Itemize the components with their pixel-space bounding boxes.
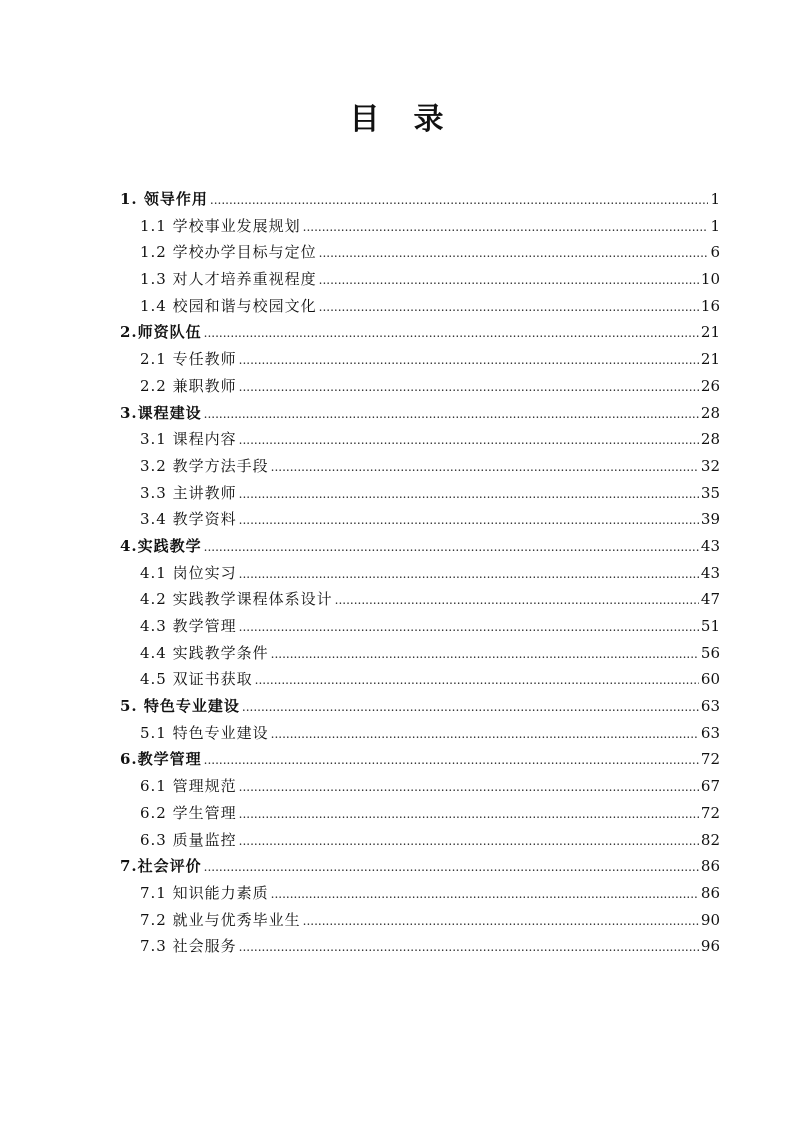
- toc-entry-label: 3.3 主讲教师: [140, 483, 237, 502]
- toc-entry-label: 4.实践教学: [120, 536, 202, 555]
- toc-dot-leader: [335, 587, 699, 614]
- toc-page-number: 60: [700, 670, 720, 689]
- toc-page-number: 72: [700, 750, 720, 769]
- toc-page-number: 43: [700, 563, 720, 582]
- toc-page-number: 6: [710, 243, 720, 262]
- toc-page-number: 47: [700, 590, 720, 609]
- toc-dot-leader: [319, 294, 699, 321]
- toc-section-entry[interactable]: [120, 720, 720, 747]
- toc-dot-leader: [239, 481, 699, 508]
- toc-chapter-entry[interactable]: [120, 533, 720, 560]
- toc-page-number: 16: [700, 296, 720, 315]
- toc-entry-label: 4.5 双证书获取: [140, 670, 253, 689]
- toc-section-entry[interactable]: [120, 373, 720, 400]
- toc-entry-label: 5. 特色专业建设: [120, 697, 240, 716]
- toc-page-number: 56: [700, 643, 720, 662]
- toc-entry-label: 4.2 实践教学课程体系设计: [140, 590, 333, 609]
- toc-dot-leader: [255, 667, 699, 694]
- toc-section-entry[interactable]: [120, 213, 720, 240]
- toc-page-number: 63: [700, 697, 720, 716]
- toc-entry-label: 1. 领导作用: [120, 190, 208, 208]
- toc-section-entry[interactable]: [120, 480, 720, 507]
- toc-section-entry[interactable]: [120, 907, 720, 934]
- toc-page-number: 26: [700, 376, 720, 395]
- toc-section-entry[interactable]: [120, 560, 720, 587]
- toc-entry-label: 3.课程建设: [120, 403, 202, 422]
- toc-page-number: 90: [700, 910, 720, 929]
- toc-dot-leader: [239, 374, 699, 401]
- toc-page-number: 21: [700, 350, 720, 369]
- toc-section-entry[interactable]: [120, 266, 720, 293]
- toc-entry-label: 6.1 管理规范: [140, 777, 237, 796]
- toc-page-number: 39: [700, 510, 720, 529]
- toc-dot-leader: [239, 934, 699, 961]
- toc-section-entry[interactable]: [120, 666, 720, 693]
- toc-entry-label: 1.3 对人才培养重视程度: [140, 270, 317, 289]
- toc-entry-label: 4.4 实践教学条件: [140, 643, 269, 662]
- toc-page-number: 96: [700, 937, 720, 956]
- toc-page-number: 1: [710, 190, 720, 208]
- page-title: [0, 100, 793, 140]
- toc-dot-leader: [210, 187, 708, 214]
- toc-entry-label: 3.1 课程内容: [140, 430, 237, 449]
- toc-entry-label: 6.2 学生管理: [140, 803, 237, 822]
- toc-dot-leader: [239, 828, 699, 855]
- toc-page-number: 63: [700, 723, 720, 742]
- toc-section-entry[interactable]: [120, 239, 720, 266]
- toc-page-number: 67: [700, 777, 720, 796]
- toc-section-entry[interactable]: [120, 293, 720, 320]
- toc-section-entry[interactable]: [120, 640, 720, 667]
- toc-page-number: 35: [700, 483, 720, 502]
- toc-dot-leader: [239, 774, 699, 801]
- toc-section-entry[interactable]: [120, 827, 720, 854]
- toc-section-entry[interactable]: [120, 453, 720, 480]
- title-char-2: 录: [413, 102, 444, 137]
- toc-chapter-entry[interactable]: [120, 746, 720, 773]
- toc-section-entry[interactable]: [120, 426, 720, 453]
- toc-page-number: 43: [700, 536, 720, 555]
- toc-entry-label: 3.4 教学资料: [140, 510, 237, 529]
- toc-dot-leader: [239, 561, 699, 588]
- toc-chapter-entry[interactable]: [120, 186, 720, 213]
- toc-dot-leader: [319, 240, 708, 267]
- toc-section-entry[interactable]: [120, 800, 720, 827]
- toc-chapter-entry[interactable]: [120, 853, 720, 880]
- toc-chapter-entry[interactable]: [120, 319, 720, 346]
- toc-dot-leader: [239, 427, 699, 454]
- toc-dot-leader: [204, 401, 699, 428]
- toc-page-number: 10: [700, 270, 720, 289]
- toc-dot-leader: [239, 347, 699, 374]
- toc-entry-label: 2.2 兼职教师: [140, 376, 237, 395]
- toc-section-entry[interactable]: [120, 773, 720, 800]
- toc-page-number: 28: [700, 403, 720, 422]
- toc-dot-leader: [204, 534, 699, 561]
- toc-entry-label: 3.2 教学方法手段: [140, 456, 269, 475]
- toc-section-entry[interactable]: [120, 613, 720, 640]
- toc-dot-leader: [204, 747, 699, 774]
- toc-entry-label: 1.2 学校办学目标与定位: [140, 243, 317, 262]
- toc-dot-leader: [204, 320, 699, 347]
- toc-dot-leader: [303, 214, 708, 241]
- toc-entry-label: 7.3 社会服务: [140, 937, 237, 956]
- toc-dot-leader: [319, 267, 699, 294]
- toc-page-number: 86: [700, 857, 720, 876]
- toc-dot-leader: [242, 694, 699, 721]
- toc-entry-label: 4.1 岗位实习: [140, 563, 237, 582]
- toc-chapter-entry[interactable]: [120, 693, 720, 720]
- toc-page-number: 51: [700, 617, 720, 635]
- toc-dot-leader: [271, 721, 699, 748]
- toc-chapter-entry[interactable]: [120, 400, 720, 427]
- toc-dot-leader: [303, 908, 699, 935]
- toc-page-number: 28: [700, 430, 720, 449]
- toc-section-entry[interactable]: [120, 346, 720, 373]
- toc-entry-label: 2.1 专任教师: [140, 350, 237, 369]
- toc-entry-label: 7.1 知识能力素质: [140, 883, 269, 902]
- toc-page-number: 72: [700, 803, 720, 822]
- toc-entry-label: 7.社会评价: [120, 857, 202, 876]
- title-char-1: 目: [349, 102, 380, 137]
- toc-entry-label: 4.3 教学管理: [140, 617, 237, 635]
- toc-entry-label: 6.3 质量监控: [140, 830, 237, 849]
- toc-section-entry[interactable]: [120, 880, 720, 907]
- toc-dot-leader: [271, 881, 699, 908]
- toc-entry-label: 5.1 特色专业建设: [140, 723, 269, 742]
- toc-dot-leader: [239, 614, 699, 641]
- toc-section-entry[interactable]: [120, 933, 720, 960]
- toc-page-number: 82: [700, 830, 720, 849]
- toc-section-entry[interactable]: [120, 586, 720, 613]
- toc-dot-leader: [239, 801, 699, 828]
- toc-page-number: 32: [700, 456, 720, 475]
- toc-dot-leader: [271, 641, 699, 668]
- toc-entry-label: 7.2 就业与优秀毕业生: [140, 910, 301, 929]
- toc-entry-label: 2.师资队伍: [120, 323, 202, 342]
- toc-dot-leader: [204, 854, 699, 881]
- toc-entry-label: 6.教学管理: [120, 750, 202, 769]
- table-of-contents: [120, 186, 720, 960]
- toc-page-number: 21: [700, 323, 720, 342]
- toc-entry-label: 1.1 学校事业发展规划: [140, 216, 301, 235]
- toc-dot-leader: [271, 454, 699, 481]
- toc-entry-label: 1.4 校园和谐与校园文化: [140, 296, 317, 315]
- toc-dot-leader: [239, 507, 699, 534]
- toc-page-number: 86: [700, 883, 720, 902]
- toc-section-entry[interactable]: [120, 506, 720, 533]
- toc-page-number: 1: [710, 216, 720, 235]
